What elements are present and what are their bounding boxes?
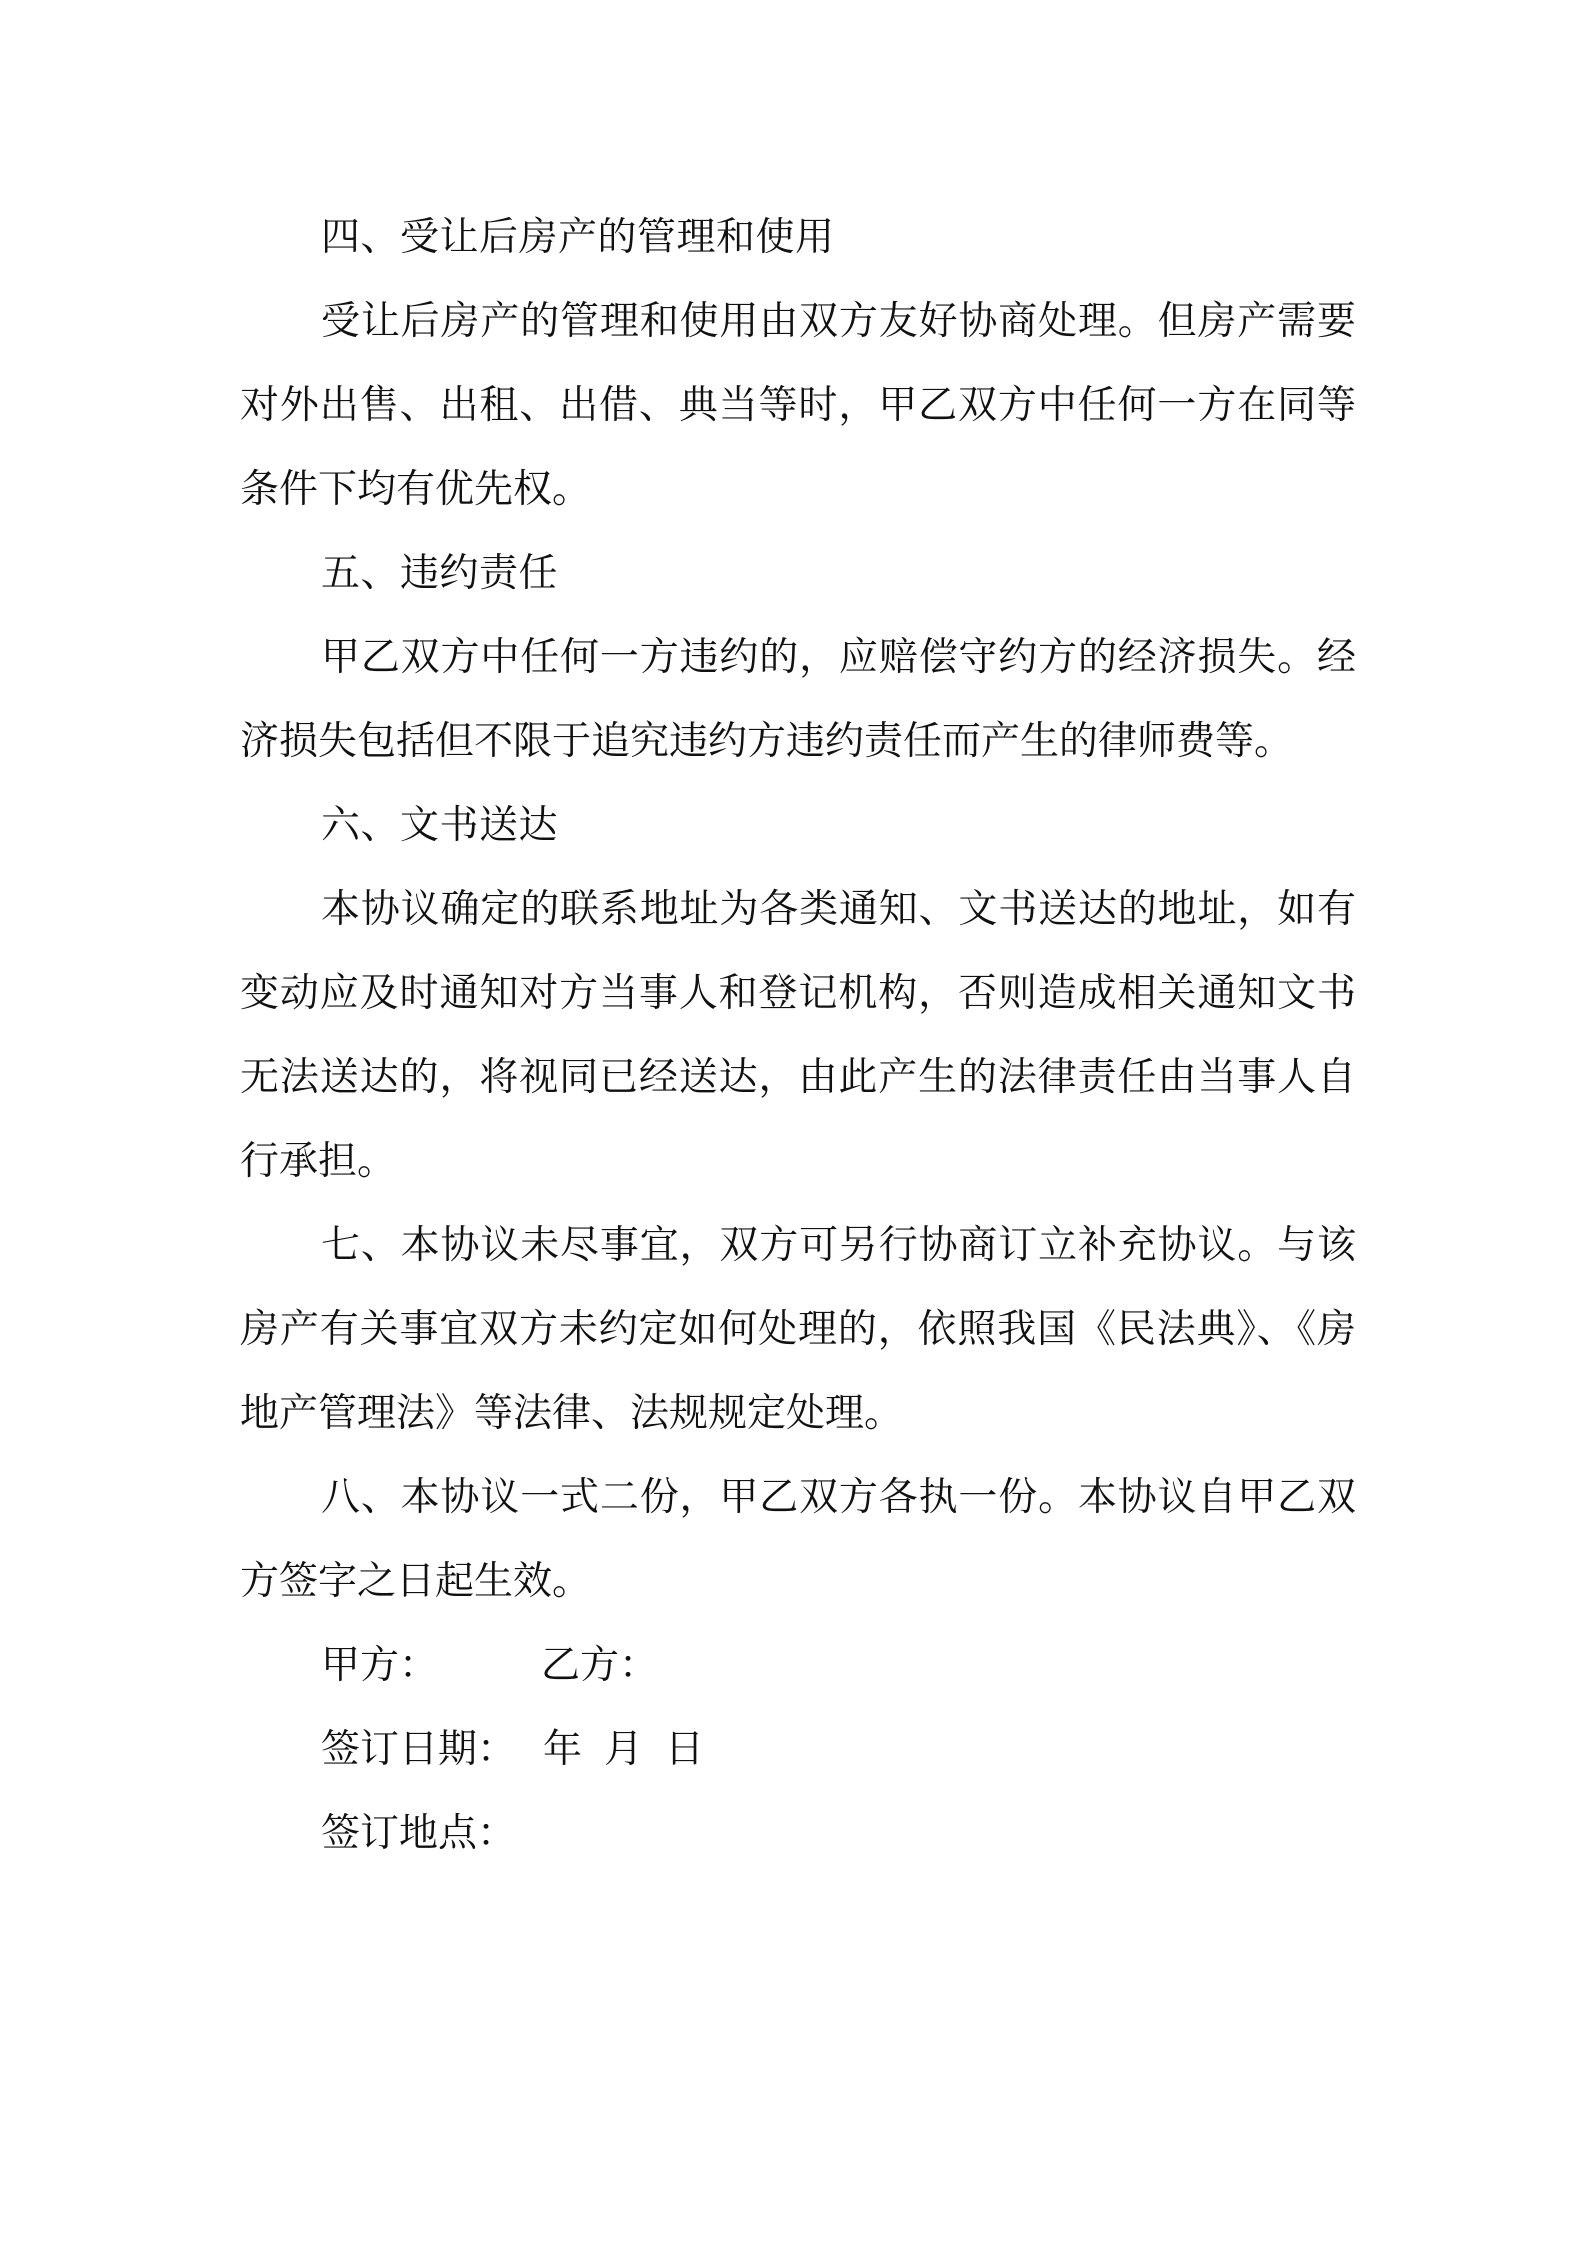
signing-place-label: 签订地点： <box>321 1811 517 1856</box>
signature-parties-row <box>240 1624 1356 1708</box>
signing-place-row <box>240 1792 1356 1876</box>
section-6-title: 六、文书送达 <box>321 803 559 848</box>
date-year-unit: 年 <box>543 1727 583 1772</box>
date-month-unit: 月 <box>604 1727 644 1772</box>
section-6-body: 本协议确定的联系地址为各类通知、文书送达的地址，如有变动应及时通知对方当事人和登记机构，否则造成相关通知文书无法送达的，将视同已经送达，由此产生的法律责任由当事人自行承担。 <box>240 887 1356 1184</box>
party-b-label: 乙方： <box>541 1643 659 1688</box>
section-5-title: 五、违约责任 <box>321 551 559 596</box>
section-7-body: 七、本协议未尽事宜，双方可另行协商订立补充协议。与该房产有关事宜双方未约定如何处理的，依照我国《民法典》、《房地产管理法》等法律、法规规定处理。 <box>240 1223 1356 1436</box>
document-content <box>240 196 1356 1876</box>
section-4-body: 受让后房产的管理和使用由双方友好协商处理。但房产需要对外出售、出租、出借、典当等时，甲乙双方中任何一方在同等条件下均有优先权。 <box>240 299 1356 512</box>
date-day-unit: 日 <box>665 1727 705 1772</box>
signing-date-label: 签订日期： <box>321 1727 517 1772</box>
signing-date-row <box>240 1708 1356 1792</box>
party-a-label: 甲方： <box>321 1643 439 1688</box>
section-5-body: 甲乙双方中任何一方违约的，应赔偿守约方的经济损失。经济损失包括但不限于追究违约方违约责任而产生的律师费等。 <box>240 635 1356 764</box>
section-8-body: 八、本协议一式二份，甲乙双方各执一份。本协议自甲乙双方签字之日起生效。 <box>240 1475 1356 1604</box>
section-4-title: 四、受让后房产的管理和使用 <box>321 215 835 260</box>
